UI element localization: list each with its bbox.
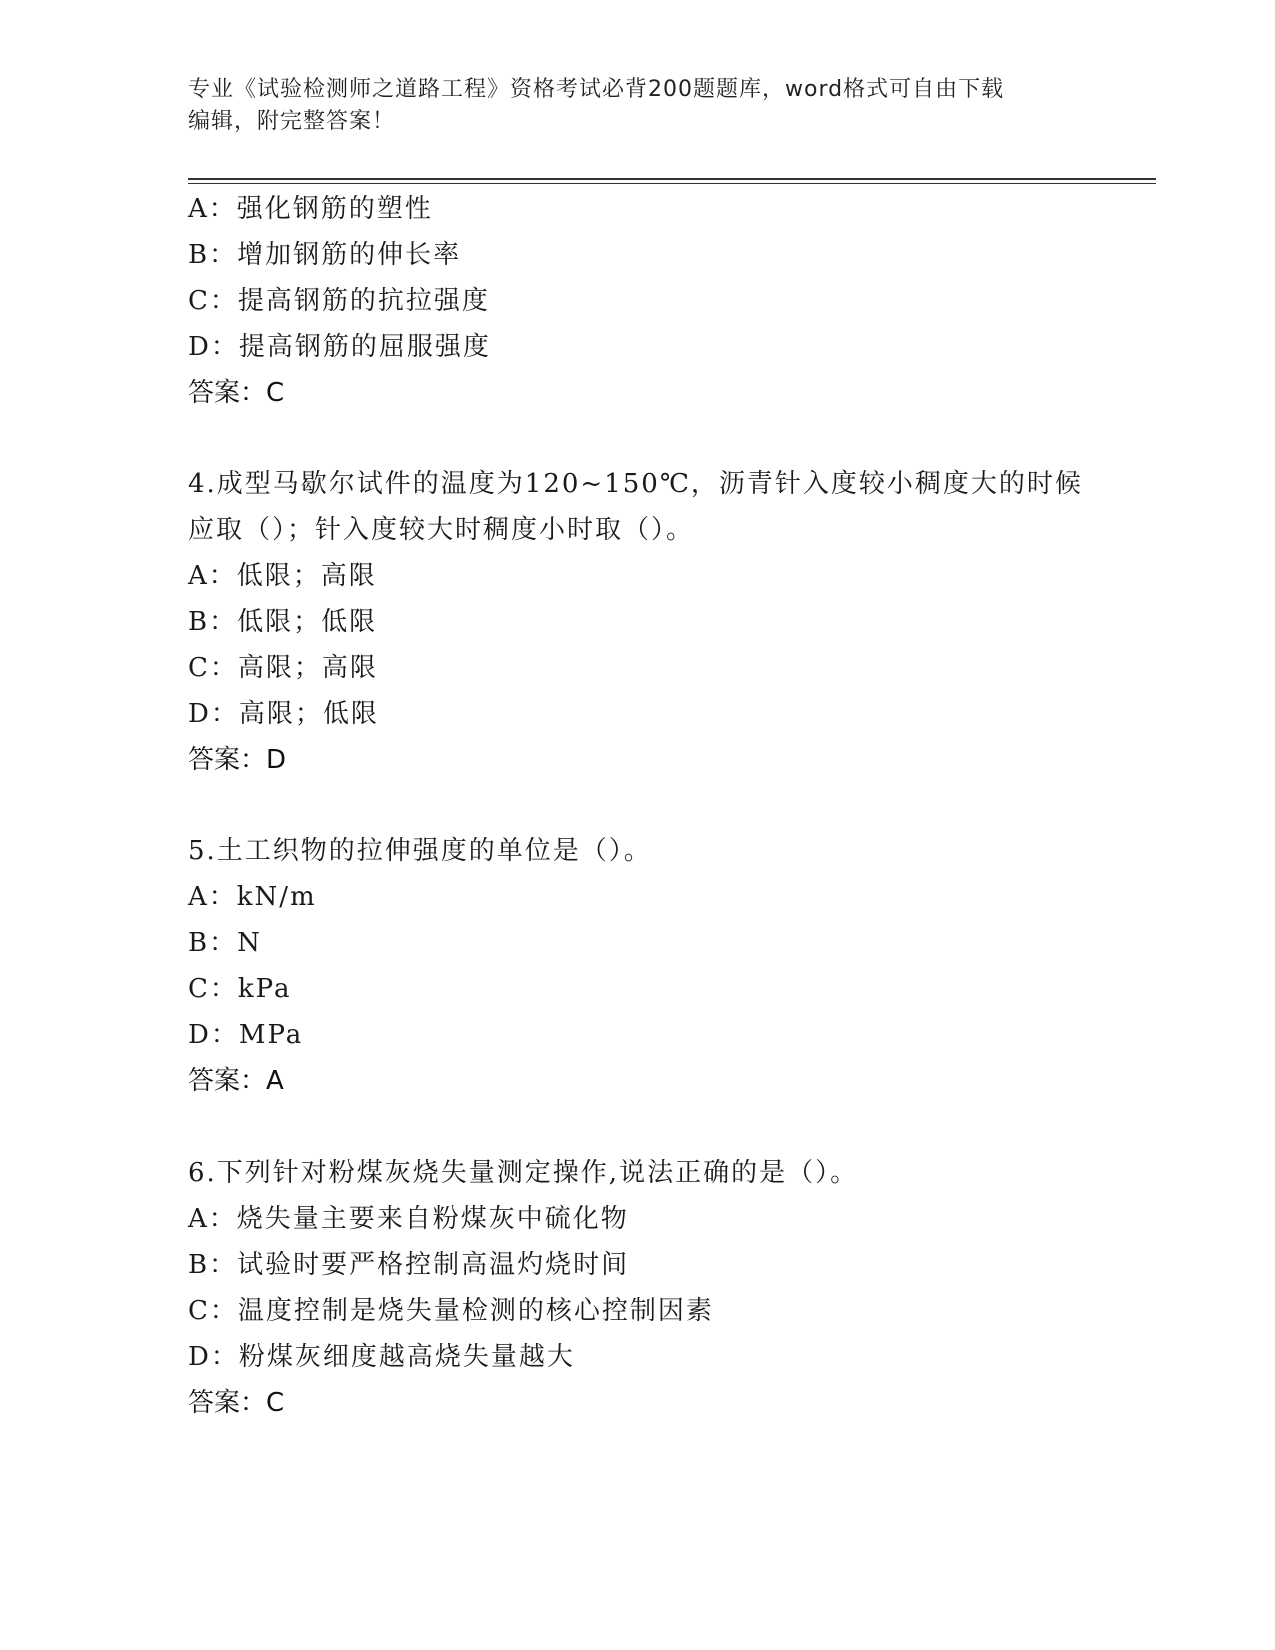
header-divider-thin <box>188 183 1156 184</box>
option-a: A：强化钢筋的塑性 <box>188 194 433 224</box>
option-a: A：低限；高限 <box>188 561 377 591</box>
option-b: B：试验时要严格控制高温灼烧时间 <box>188 1250 630 1280</box>
option-c: C：温度控制是烧失量检测的核心控制因素 <box>188 1296 714 1326</box>
option-d: D：高限；低限 <box>188 699 379 729</box>
question-stem: 5.土工织物的拉伸强度的单位是（）。 <box>188 836 652 866</box>
option-d: D：MPa <box>188 1020 304 1050</box>
spacer <box>188 783 1088 828</box>
header-line-2: 编辑，附完整答案！ <box>188 109 396 134</box>
question-list <box>188 186 1088 1426</box>
answer-line: 答案：C <box>188 1388 285 1418</box>
answer-line: 答案：C <box>188 378 285 408</box>
document-header <box>188 74 1078 138</box>
option-d: D：粉煤灰细度越高烧失量越大 <box>188 1342 575 1372</box>
question-stem-continued: 应取（）；针入度较大时稠度小时取（）。 <box>188 515 695 545</box>
question-stem: 6.下列针对粉煤灰烧失量测定操作,说法正确的是（）。 <box>188 1158 859 1188</box>
option-a: A：kN/m <box>188 882 317 912</box>
option-c: C：提高钢筋的抗拉强度 <box>188 286 490 316</box>
spacer <box>188 416 1088 461</box>
answer-line: 答案：A <box>188 1066 284 1096</box>
option-c: C：kPa <box>188 974 292 1004</box>
spacer <box>188 1104 1088 1150</box>
question-4 <box>188 461 1088 783</box>
option-c: C：高限；高限 <box>188 653 378 683</box>
question-stem: 4.成型马歇尔试件的温度为120~150℃，沥青针入度较小稠度大的时候 <box>188 469 1083 499</box>
option-b: B：增加钢筋的伸长率 <box>188 240 462 270</box>
question-5 <box>188 828 1088 1104</box>
option-a: A：烧失量主要来自粉煤灰中硫化物 <box>188 1204 629 1234</box>
question-3 <box>188 186 1088 416</box>
header-line-1: 专业《试验检测师之道路工程》资格考试必背200题题库，word格式可自由下载 <box>188 77 1005 102</box>
header-divider-thick <box>188 178 1156 180</box>
option-d: D：提高钢筋的屈服强度 <box>188 332 491 362</box>
question-6 <box>188 1150 1088 1426</box>
option-b: B：N <box>188 928 262 958</box>
option-b: B：低限；低限 <box>188 607 378 637</box>
answer-line: 答案：D <box>188 745 287 775</box>
